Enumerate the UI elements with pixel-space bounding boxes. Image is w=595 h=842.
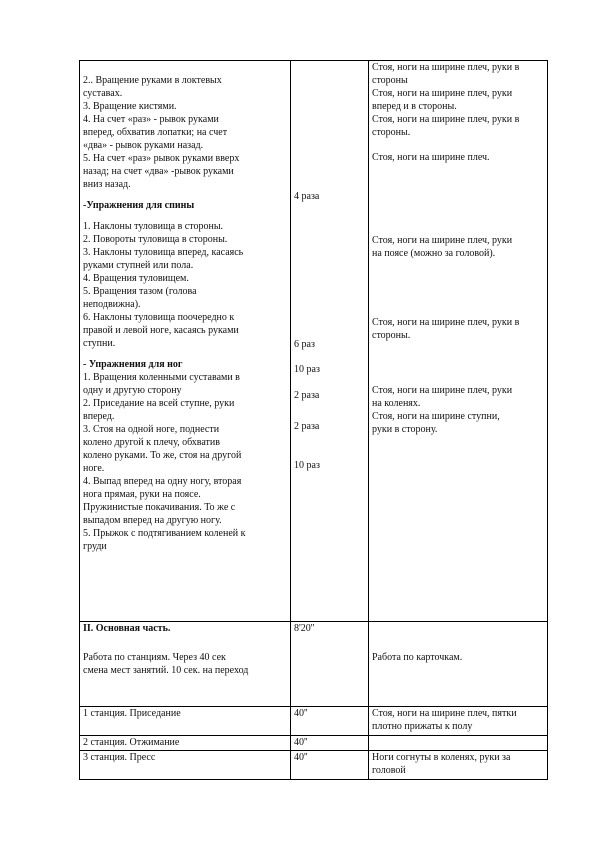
text-line: 2. Приседание на всей ступне, руки xyxy=(83,398,235,409)
exercise-description-cell xyxy=(80,61,291,622)
text-line: 1. Наклоны туловища в стороны. xyxy=(83,221,224,232)
text-line: 4. Вращения туловищем. xyxy=(83,273,189,284)
station-name: 3 станция. Пресс xyxy=(83,752,156,763)
dosage-value: 2 раза xyxy=(294,390,320,401)
section-heading-back: -Упражнения для спины xyxy=(83,200,195,211)
text-line: вперед. xyxy=(83,411,115,422)
text-line: 2. Повороты туловища в стороны. xyxy=(83,234,228,245)
starting-position-cell xyxy=(369,707,548,736)
text-line: стороны xyxy=(372,75,408,86)
dosage-value: 40'' xyxy=(294,752,308,763)
text-line: руками ступней или пола. xyxy=(83,260,194,271)
text-line: 1. Вращения коленными суставами в xyxy=(83,372,240,383)
station-cell xyxy=(80,751,291,780)
text-line: Работа по станциям. Через 40 сек xyxy=(83,652,226,663)
table-row xyxy=(80,736,548,751)
dosage-value: 6 раз xyxy=(294,339,315,350)
text-line: вниз назад. xyxy=(83,179,131,190)
dosage-value: 4 раза xyxy=(294,191,320,202)
text-line: 2.. Вращение руками в локтевых xyxy=(83,75,222,86)
text-line: Стоя, ноги на ширине плеч, руки xyxy=(372,88,513,99)
text-line: 4. На счет «раз» - рывок руками xyxy=(83,114,219,125)
text-line: 5. Прыжок с подтягиванием коленей к xyxy=(83,528,246,539)
text-line: ступни. xyxy=(83,338,116,349)
starting-position-cell xyxy=(369,751,548,780)
dosage-value: 10 раз xyxy=(294,364,320,375)
station-cell xyxy=(80,707,291,736)
text-line: груди xyxy=(83,541,107,552)
text-line: одну и другую сторону xyxy=(83,385,182,396)
text-line: головой xyxy=(372,765,406,776)
text-line: Стоя, ноги на ширине плеч, руки в xyxy=(372,62,520,73)
dosage-cell xyxy=(291,61,369,622)
dosage-value: 8'20'' xyxy=(294,623,315,634)
text-line: Стоя, ноги на ширине плеч, руки xyxy=(372,235,513,246)
text-line: неподвижна). xyxy=(83,299,141,310)
text-line: назад; на счет «два» -рывок руками xyxy=(83,166,234,177)
text-line: 3. Стоя на одной ноге, поднести xyxy=(83,424,220,435)
section-heading-legs: - Упражнения для ног xyxy=(83,359,183,370)
dosage-cell xyxy=(291,736,369,751)
main-part-cell xyxy=(80,622,291,707)
text-line: Стоя, ноги на ширине плеч. xyxy=(372,152,490,163)
text-line: колено руками. То же, стоя на другой xyxy=(83,450,242,461)
text-line: руки в сторону. xyxy=(372,424,438,435)
text-line: Стоя, ноги на ширине плеч, руки в xyxy=(372,114,520,125)
main-part-heading: II. Основная часть. xyxy=(83,623,171,634)
text-line: 5. Вращения тазом (голова xyxy=(83,286,197,297)
text-line: смена мест занятий. 10 сек. на переход xyxy=(83,665,249,676)
table-row xyxy=(80,622,548,707)
text-line: вперед, обхватив лопатки; на счет xyxy=(83,127,228,138)
text-line: Стоя, ноги на ширине плеч, руки в xyxy=(372,317,520,328)
dosage-value: 2 раза xyxy=(294,421,320,432)
text-line: выпадом вперед на другую ногу. xyxy=(83,515,222,526)
station-name: 2 станция. Отжимание xyxy=(83,737,180,748)
table-row xyxy=(80,751,548,780)
text-line: правой и левой ноге, касаясь руками xyxy=(83,325,239,336)
starting-position-cell xyxy=(369,622,548,707)
text-line: 3. Наклоны туловища вперед, касаясь xyxy=(83,247,244,258)
dosage-cell xyxy=(291,622,369,707)
text-line: 5. На счет «раз» рывок руками вверх xyxy=(83,153,240,164)
text-line: вперед и в стороны. xyxy=(372,101,457,112)
text-line: ноге. xyxy=(83,463,105,474)
text-line: нога прямая, руки на поясе. xyxy=(83,489,201,500)
lesson-plan-table xyxy=(79,60,548,780)
text-line: стороны. xyxy=(372,127,411,138)
dosage-value: 40'' xyxy=(294,737,308,748)
starting-position-cell xyxy=(369,736,548,751)
text-line: 4. Выпад вперед на одну ногу, вторая xyxy=(83,476,242,487)
table-row xyxy=(80,61,548,622)
dosage-cell xyxy=(291,751,369,780)
station-name: 1 станция. Приседание xyxy=(83,708,181,719)
starting-position-cell xyxy=(369,61,548,622)
station-cell xyxy=(80,736,291,751)
dosage-value: 40'' xyxy=(294,708,308,719)
text-line: Пружинистые покачивания. То же с xyxy=(83,502,236,513)
text-line: «два» - рывок руками назад. xyxy=(83,140,204,151)
text-line: Ноги согнуты в коленях, руки за xyxy=(372,752,511,763)
text-line: 6. Наклоны туловища поочередно к xyxy=(83,312,235,323)
text-line: 3. Вращение кистями. xyxy=(83,101,177,112)
text-line: на коленях. xyxy=(372,398,421,409)
text-line: плотно прижаты к полу xyxy=(372,721,473,732)
text-line: суставах. xyxy=(83,88,123,99)
dosage-value: 10 раз xyxy=(294,460,320,471)
text-line: Стоя, ноги на ширине плеч, руки xyxy=(372,385,513,396)
text-line: колено другой к плечу, обхватив xyxy=(83,437,220,448)
table-row xyxy=(80,707,548,736)
dosage-cell xyxy=(291,707,369,736)
text-line: Стоя, ноги на ширине ступни, xyxy=(372,411,500,422)
text-line: Стоя, ноги на ширине плеч, пятки xyxy=(372,708,517,719)
text-line: на поясе (можно за головой). xyxy=(372,248,496,259)
text-line: стороны. xyxy=(372,330,411,341)
text-line: Работа по карточкам. xyxy=(372,652,463,663)
